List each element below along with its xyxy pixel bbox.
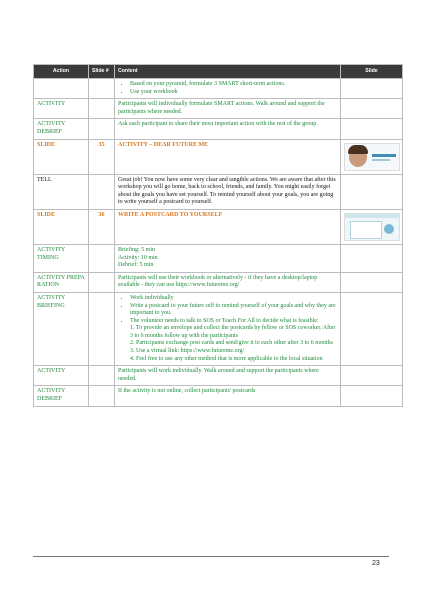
table-row — [34, 174, 403, 209]
table-row — [34, 292, 403, 365]
slide-thumbnail-image — [344, 213, 400, 241]
slide-title: WRITE A POSTCARD TO YOURSELF — [115, 209, 341, 244]
row-content: Participants will individually formulate SMART actions. Walk around and support the participants where needed. — [115, 99, 341, 119]
table-row — [34, 99, 403, 119]
row-content: If the activity is not online, collect participants' postcards — [115, 386, 341, 406]
timing-line: Briefing: 5 min — [118, 246, 155, 253]
list-item: • The volunteer needs to talk to SOS or Teach For All to decide what is feasible: — [130, 318, 337, 326]
timing-line: Activity: 10 min — [118, 254, 158, 261]
slide-thumbnail-image — [344, 143, 400, 171]
row-action: TELL — [34, 174, 89, 209]
header-slide-number: Slide # — [89, 65, 115, 79]
row-content: Ask each participant to share their most important action with the rest of the group. — [115, 119, 341, 139]
slide-number: 35 — [89, 139, 115, 174]
header-content: Content — [115, 65, 341, 79]
row-content — [115, 292, 341, 365]
table-row — [34, 386, 403, 406]
slide-number: 36 — [89, 209, 115, 244]
list-item: 1. To provide an envelope and collect the postcards by fellow or SOS coworker. After 3 to 6 months follow up with the participants — [130, 325, 336, 339]
header-action: Action — [34, 65, 89, 79]
row-action: ACTIVITY — [34, 99, 89, 119]
slide-title: ACTIVITY – DEAR FUTURE ME — [115, 139, 341, 174]
page-number: 23 — [372, 560, 380, 567]
table-row — [34, 272, 403, 292]
footer-divider — [33, 556, 389, 557]
table-row — [34, 366, 403, 386]
row-action: ACTIVITY PREPARATION — [34, 272, 89, 292]
row-action: ACTIVITY BRIEFING — [34, 292, 89, 365]
row-action: ACTIVITY TIMING — [34, 244, 89, 272]
list-item: • Use your workbook — [130, 89, 337, 97]
list-item: 4. Feel free to use any other method that is more applicable to the local situation — [130, 355, 323, 362]
table-row — [34, 79, 403, 99]
list-item: • Based on your pyramid, formulate 3 SMART short-term actions. — [130, 81, 337, 89]
row-content: Great job! You now have some very clear and tangible actions. We are aware that after this workshop you will go home, back to school, friends, and family. You might easily forget about the goals you have set yourself. To remind yourself about your goals, you are going to write yourself a postcard to yourself. — [115, 174, 341, 209]
list-item: • Work individually — [130, 295, 337, 303]
row-content — [115, 79, 341, 99]
table-header-row — [34, 65, 403, 79]
header-slide: Slide — [341, 65, 403, 79]
row-content — [115, 244, 341, 272]
table-row — [34, 139, 403, 174]
list-item: 2. Participants exchange post cards and send/give it to each other after 3 to 6 months — [130, 340, 333, 347]
row-content: Participants will work individually. Walk around and support the participants where needed. — [115, 366, 341, 386]
row-action: ACTIVITY DEBRIEF — [34, 386, 89, 406]
row-content: Participants will use their workbook or alternatively - if they have a desktop/laptop available - they can use https://www.futureme.org/ — [115, 272, 341, 292]
timing-line: Debrief: 5 min — [118, 262, 154, 269]
row-action: ACTIVITY — [34, 366, 89, 386]
row-action: SLIDE — [34, 209, 89, 244]
session-plan-table — [33, 64, 403, 407]
list-item: 3. Use a virtual link: https://www.futureme.org/ — [130, 348, 245, 355]
list-item: • Write a postcard to your future self to remind yourself of your goals and why they are important to you. — [130, 303, 337, 318]
table-row — [34, 119, 403, 139]
row-action: ACTIVITY DEBRIEF — [34, 119, 89, 139]
table-row — [34, 244, 403, 272]
table-row — [34, 209, 403, 244]
row-action: SLIDE — [34, 139, 89, 174]
